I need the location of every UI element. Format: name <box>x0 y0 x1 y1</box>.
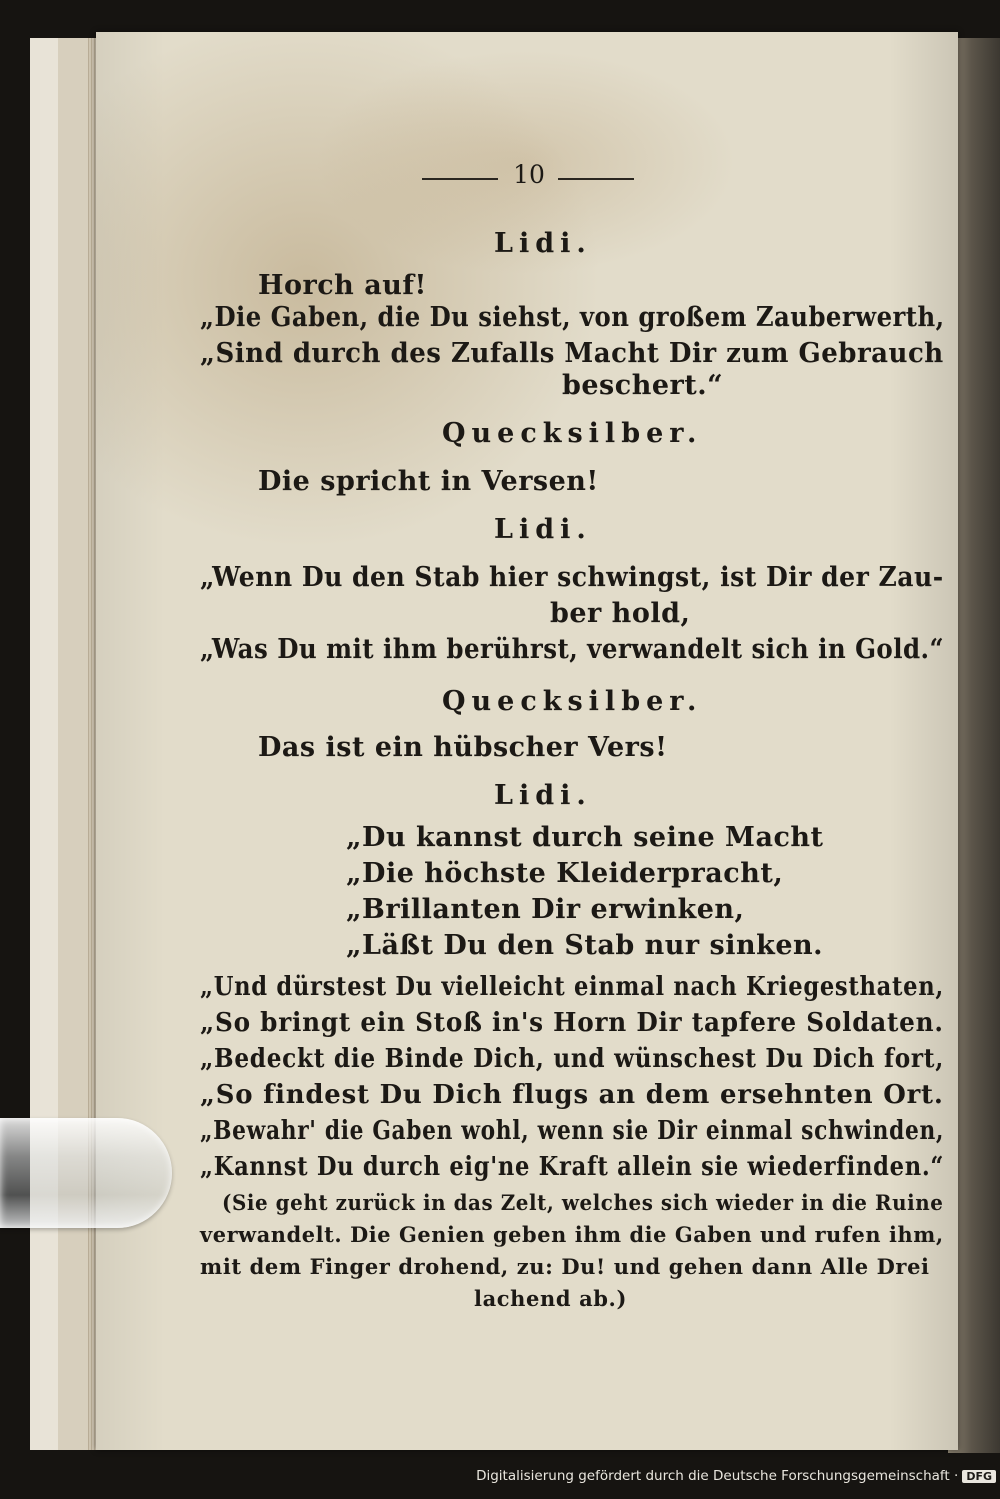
verse-line: Das ist ein hübscher Vers! <box>258 732 668 763</box>
page-number: 10 <box>513 160 545 189</box>
verse-line: ber hold, <box>550 598 691 629</box>
book-page <box>96 32 958 1450</box>
speaker-name: Quecksilber. <box>442 686 703 717</box>
dfg-logo: DFG <box>962 1470 996 1483</box>
verse-line: beschert.“ <box>562 370 724 401</box>
stage-direction-line: (Sie geht zurück in das Zelt, welches sich wieder in die Ruine <box>222 1190 944 1215</box>
page-edge-outer <box>30 38 60 1450</box>
speaker-name: Quecksilber. <box>442 418 703 449</box>
stage-direction-line: mit dem Finger drohend, zu: Du! und gehen dann Alle Drei <box>200 1254 930 1279</box>
stage-direction-line: verwandelt. Die Genien geben ihm die Gaben und rufen ihm, <box>200 1222 944 1247</box>
page-holder-clip <box>0 1118 172 1228</box>
verse-line: „Läßt Du den Stab nur sinken. <box>346 930 824 961</box>
verse-line: „Wenn Du den Stab hier schwingst, ist Dir der Zau- <box>200 562 944 593</box>
digitization-footer <box>460 1468 996 1490</box>
footer-text: Digitalisierung gefördert durch die Deutsche Forschungsgemeinschaft · <box>476 1468 959 1484</box>
verse-line: „Bewahr' die Gaben wohl, wenn sie Dir einmal schwinden, <box>200 1116 945 1146</box>
verse-line: „Die Gaben, die Du siehst, von großem Zauberwerth, <box>200 302 945 333</box>
page-header <box>422 160 632 196</box>
verse-line: „So bringt ein Stoß in's Horn Dir tapfere Soldaten. <box>200 1008 944 1038</box>
verse-line: „So findest Du Dich flugs an dem ersehnten Ort. <box>200 1080 944 1110</box>
header-rule-left <box>422 178 498 180</box>
speaker-name: Lidi. <box>494 228 592 259</box>
verse-line: „Was Du mit ihm berührst, verwandelt sich in Gold.“ <box>200 634 945 665</box>
verse-line: „Die höchste Kleiderpracht, <box>346 858 784 889</box>
verse-line: „Bedeckt die Binde Dich, und wünschest Du Dich fort, <box>200 1044 944 1074</box>
speaker-name: Lidi. <box>494 780 592 811</box>
verse-line: Die spricht in Versen! <box>258 466 599 497</box>
verse-line: „Du kannst durch seine Macht <box>346 822 824 853</box>
header-rule-right <box>558 178 634 180</box>
speaker-name: Lidi. <box>494 514 592 545</box>
stage-direction-line: lachend ab.) <box>474 1286 628 1311</box>
verse-line: „Brillanten Dir erwinken, <box>346 894 745 925</box>
verse-line: „Sind durch des Zufalls Macht Dir zum Gebrauch <box>200 338 944 369</box>
verse-line: Horch auf! <box>258 270 427 301</box>
page-content <box>96 32 958 1450</box>
verse-line: „Und dürstest Du vielleicht einmal nach Kriegesthaten, <box>200 972 944 1002</box>
verse-line: „Kannst Du durch eig'ne Kraft allein sie wiederfinden.“ <box>200 1152 945 1182</box>
